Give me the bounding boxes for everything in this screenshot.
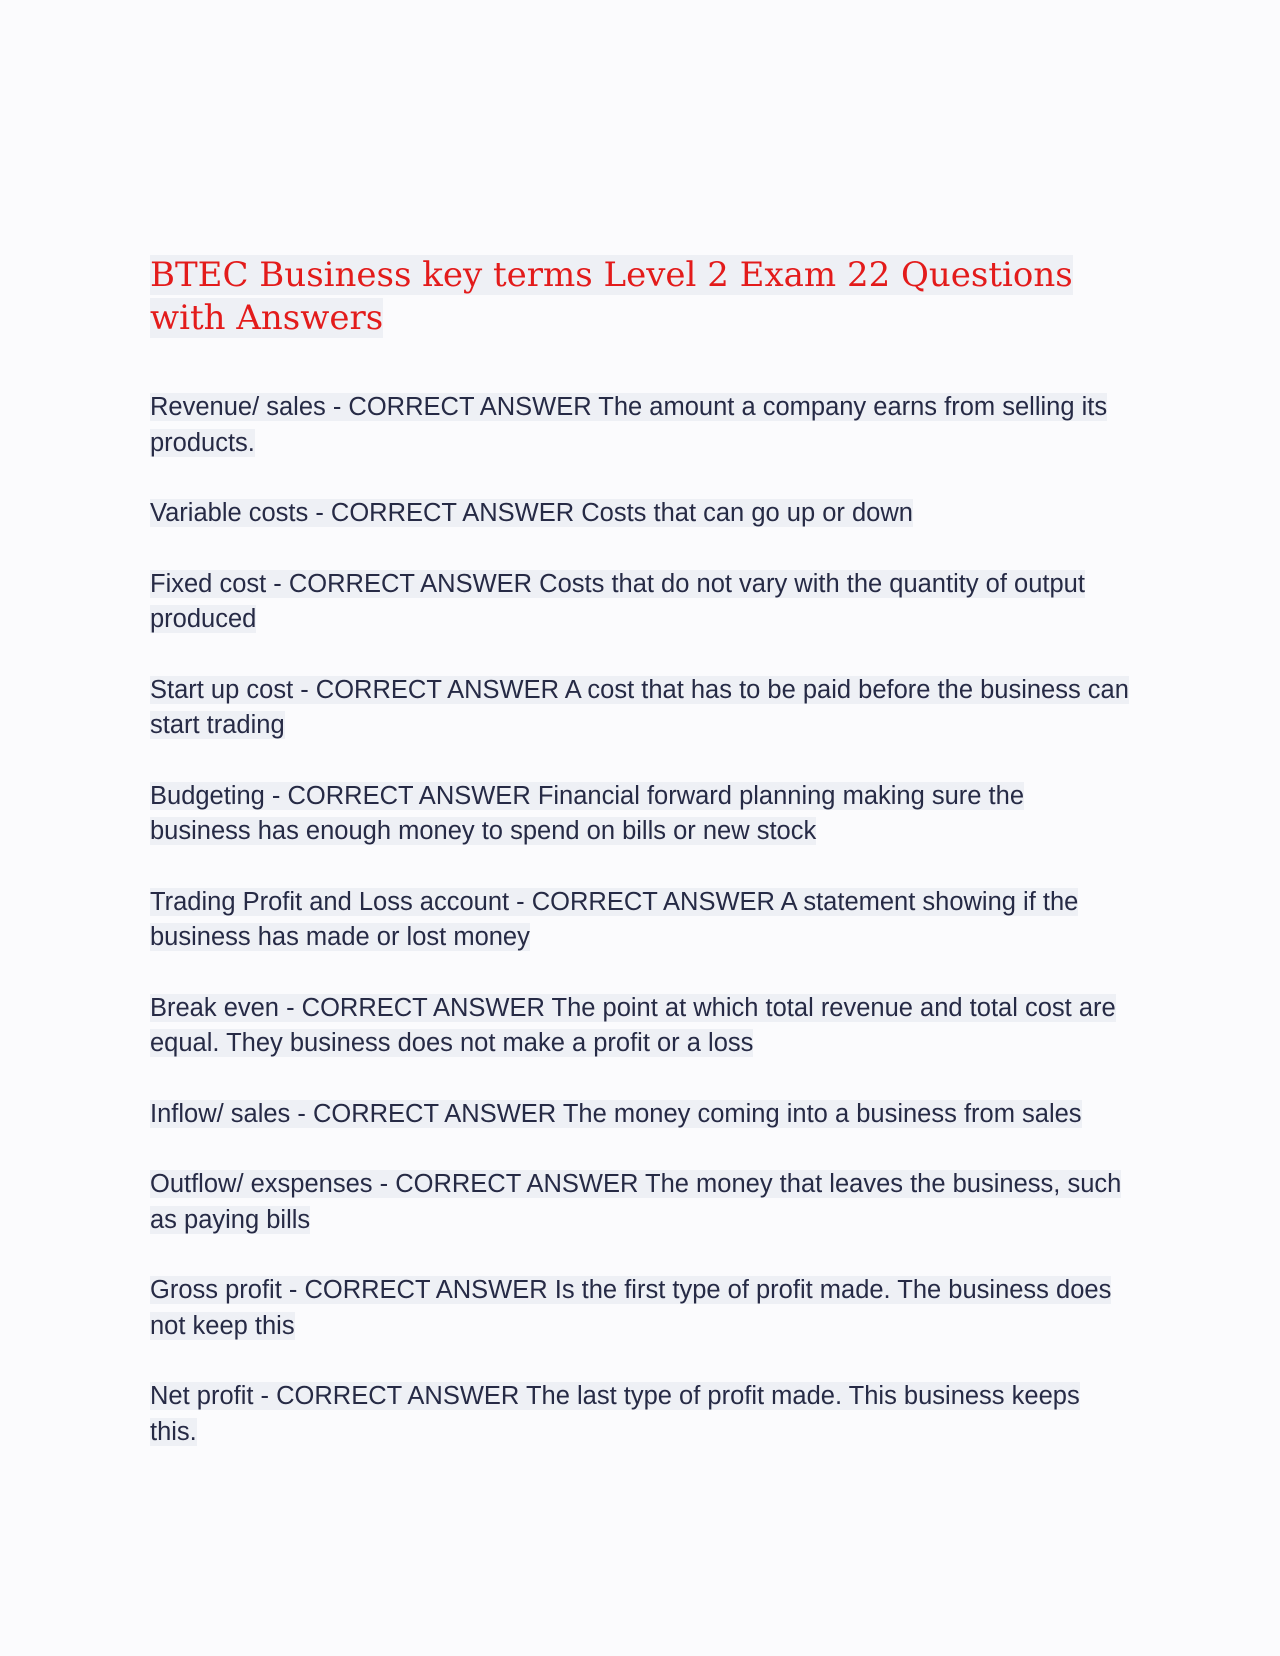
qa-entry-net-profit (150, 1379, 1130, 1450)
qa-entry-text: Start up cost - CORRECT ANSWER A cost that has to be paid before the business can start trading (150, 675, 1129, 739)
qa-entry-text: Outflow/ exspenses - CORRECT ANSWER The money that leaves the business, such as paying bills (150, 1170, 1122, 1234)
document-title-text: BTEC Business key terms Level 2 Exam 22 Questions with Answers (150, 255, 1073, 338)
qa-entry-trading-profit-loss (150, 885, 1130, 956)
document-title (150, 254, 1130, 340)
qa-entry-text: Revenue/ sales - CORRECT ANSWER The amount a company earns from selling its products. (150, 393, 1108, 457)
qa-entry-start-up-cost (150, 673, 1130, 744)
qa-entry-variable-costs (150, 496, 1130, 532)
qa-entry-text: Break even - CORRECT ANSWER The point at which total revenue and total cost are equal. They business does not make a profit or a loss (150, 993, 1116, 1057)
qa-entry-inflow-sales (150, 1097, 1130, 1133)
qa-entry-fixed-cost (150, 567, 1130, 638)
qa-entry-text: Net profit - CORRECT ANSWER The last type of profit made. This business keeps this. (150, 1382, 1080, 1446)
qa-entry-budgeting (150, 779, 1130, 850)
qa-entry-break-even (150, 991, 1130, 1062)
qa-entry-text: Fixed cost - CORRECT ANSWER Costs that do not vary with the quantity of output produced (150, 569, 1085, 633)
qa-entry-gross-profit (150, 1273, 1130, 1344)
qa-entry-text: Budgeting - CORRECT ANSWER Financial forward planning making sure the business has enough money to spend on bills or new stock (150, 781, 1024, 845)
qa-entry-text: Inflow/ sales - CORRECT ANSWER The money coming into a business from sales (150, 1099, 1082, 1128)
qa-entry-revenue-sales (150, 390, 1130, 461)
qa-entry-text: Variable costs - CORRECT ANSWER Costs that can go up or down (150, 499, 913, 527)
qa-entry-text: Trading Profit and Loss account - CORRECT ANSWER A statement showing if the business has made or lost money (150, 887, 1079, 951)
qa-entry-text: Gross profit - CORRECT ANSWER Is the first type of profit made. The business does not keep this (150, 1276, 1112, 1340)
qa-entry-outflow-expenses (150, 1167, 1130, 1238)
document-content (150, 254, 1130, 1485)
